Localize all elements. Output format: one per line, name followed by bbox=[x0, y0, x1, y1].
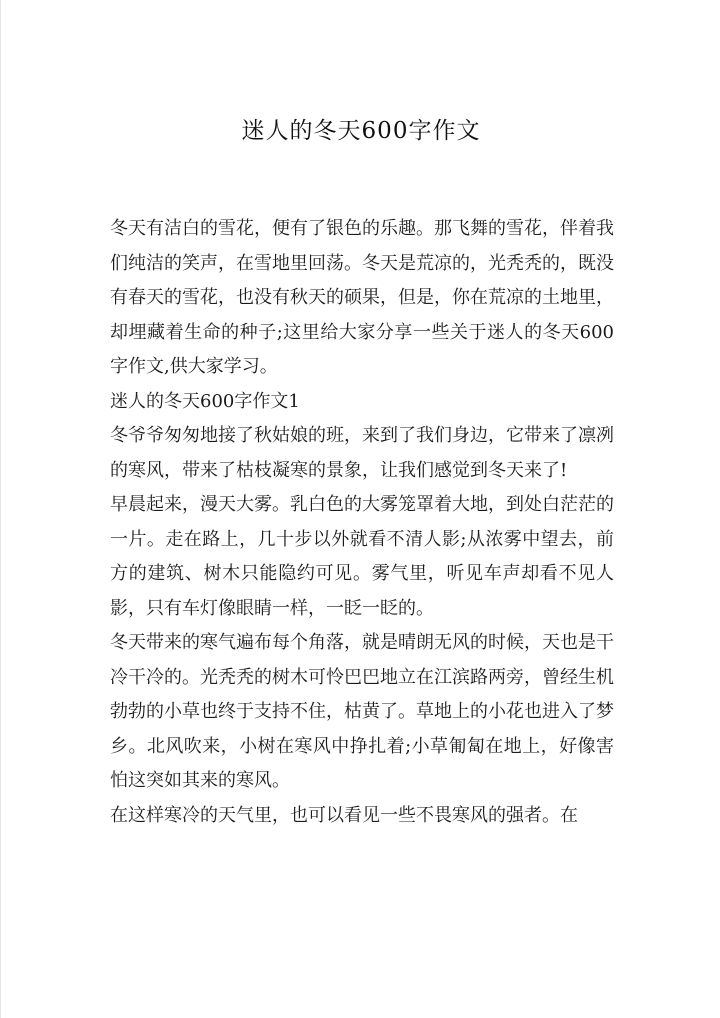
section-heading: 迷人的冬天600字作文1 bbox=[110, 390, 300, 412]
document-title: 迷人的冬天600字作文 bbox=[241, 118, 481, 144]
paragraph: 在这样寒冷的天气里，也可以看见一些不畏寒风的强者。在 bbox=[110, 804, 578, 826]
paragraph: 冬天带来的寒气遍布每个角落，就是晴朗无风的时候，天也是干冷干冷的。光秃秃的树木可怜巴巴地立在江滨路两旁，曾经生机勃勃的小草也终于支持不住，枯黄了。草地上的小花也进入了梦乡。北风吹来，小树在寒风中挣扎着;小草匍匐在地上，好像害怕这突如其来的寒风。 bbox=[110, 632, 614, 791]
paragraph: 冬爷爷匆匆地接了秋姑娘的班，来到了我们身边，它带来了凛冽的寒风，带来了枯枝凝寒的景象，让我们感觉到冬天来了! bbox=[110, 425, 614, 481]
document-body bbox=[110, 212, 614, 833]
paragraph: 早晨起来，漫天大雾。乳白色的大雾笼罩着大地，到处白茫茫的一片。走在路上，几十步以外就看不清人影;从浓雾中望去，前方的建筑、树木只能隐约可见。雾气里，听见车声却看不见人影，只有车灯像眼睛一样，一眨一眨的。 bbox=[110, 494, 614, 619]
paragraph-intro: 冬天有洁白的雪花，便有了银色的乐趣。那飞舞的雪花，伴着我们纯洁的笑声，在雪地里回荡。冬天是荒凉的，光秃秃的，既没有春天的雪花，也没有秋天的硕果，但是，你在荒凉的土地里，却埋藏着生命的种子;这里给大家分享一些关于迷人的冬天600字作文,供大家学习。 bbox=[110, 218, 614, 377]
